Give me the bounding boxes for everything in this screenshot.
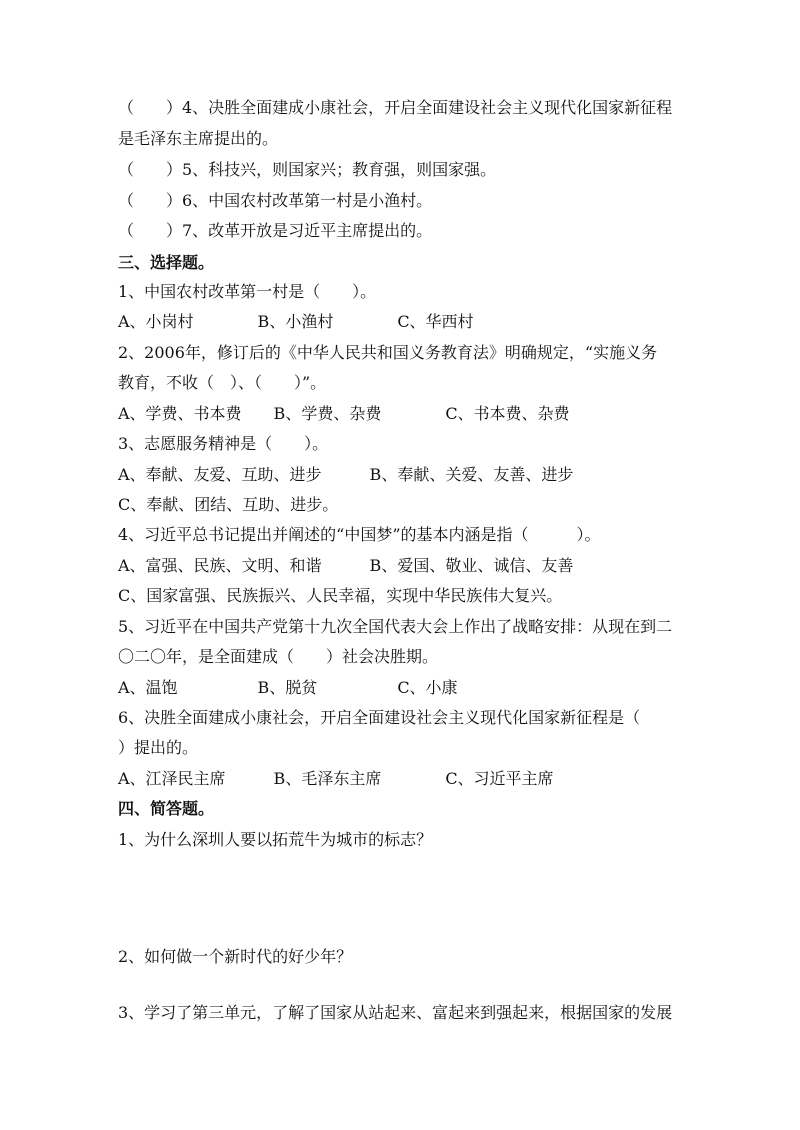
mc-question-3-options-line-2: C、奉献、团结、互助、进步。: [118, 495, 339, 514]
mc-question-3-stem: 3、志愿服务精神是（ ）。: [118, 434, 329, 453]
mc-question-5-stem-line-1: 5、习近平在中国共产党第十九次全国代表大会上作出了战略安排：从现在到二: [118, 617, 673, 636]
tf-question-4-line-2: 是毛泽东主席提出的。: [118, 129, 279, 148]
mc-question-1-options: A、小岗村 B、小渔村 C、华西村: [118, 312, 474, 331]
mc-question-2-options: A、学费、书本费 B、学费、杂费 C、书本费、杂费: [118, 404, 570, 423]
tf-question-4-line-1: （ ）4、决胜全面建成小康社会，开启全面建设社会主义现代化国家新征程: [118, 98, 673, 117]
mc-question-3-options-line-1: A、奉献、友爱、互助、进步 B、奉献、关爱、友善、进步: [118, 465, 574, 484]
sa-question-3: 3、学习了第三单元，了解了国家从站起来、富起来到强起来，根据国家的发展: [118, 1003, 673, 1022]
mc-question-6-options: A、江泽民主席 B、毛泽东主席 C、习近平主席: [118, 769, 554, 788]
tf-question-7: （ ）7、改革开放是习近平主席提出的。: [118, 221, 433, 240]
mc-question-4-stem: 4、习近平总书记提出并阐述的“中国梦”的基本内涵是指（ ）。: [118, 525, 601, 544]
section-4-heading: 四、简答题。: [118, 799, 215, 818]
mc-question-4-options-line-1: A、富强、民族、文明、和谐 B、爱国、敬业、诚信、友善: [118, 556, 574, 575]
mc-question-4-options-line-2: C、国家富强、民族振兴、人民幸福，实现中华民族伟大复兴。: [118, 586, 563, 605]
answer-space-2[interactable]: [118, 975, 678, 995]
mc-question-6-stem-line-1: 6、决胜全面建成小康社会，开启全面建设社会主义现代化国家新征程是（: [118, 708, 641, 727]
mc-question-2-stem-line-1: 2、2006年，修订后的《中华人民共和国义务教育法》明确规定，“实施义务: [118, 343, 658, 362]
sa-question-1: 1、为什么深圳人要以拓荒牛为城市的标志？: [118, 830, 433, 849]
mc-question-5-options: A、温饱 B、脱贫 C、小康: [118, 678, 458, 697]
mc-question-5-stem-line-2: 〇二〇年，是全面建成（ ）社会决胜期。: [118, 647, 439, 666]
tf-question-6: （ ）6、中国农村改革第一村是小渔村。: [118, 191, 433, 210]
tf-question-5: （ ）5、科技兴，则国家兴；教育强，则国家强。: [118, 160, 497, 179]
mc-question-1-stem: 1、中国农村改革第一村是（ ）。: [118, 282, 377, 301]
mc-question-6-stem-line-2: ）提出的。: [118, 738, 199, 757]
answer-space-1[interactable]: [118, 858, 678, 938]
sa-question-2: 2、如何做一个新时代的好少年？: [118, 947, 353, 966]
section-3-heading: 三、选择题。: [118, 253, 215, 272]
mc-question-2-stem-line-2: 教育，不收（ ）、（ ）”。: [118, 373, 327, 392]
